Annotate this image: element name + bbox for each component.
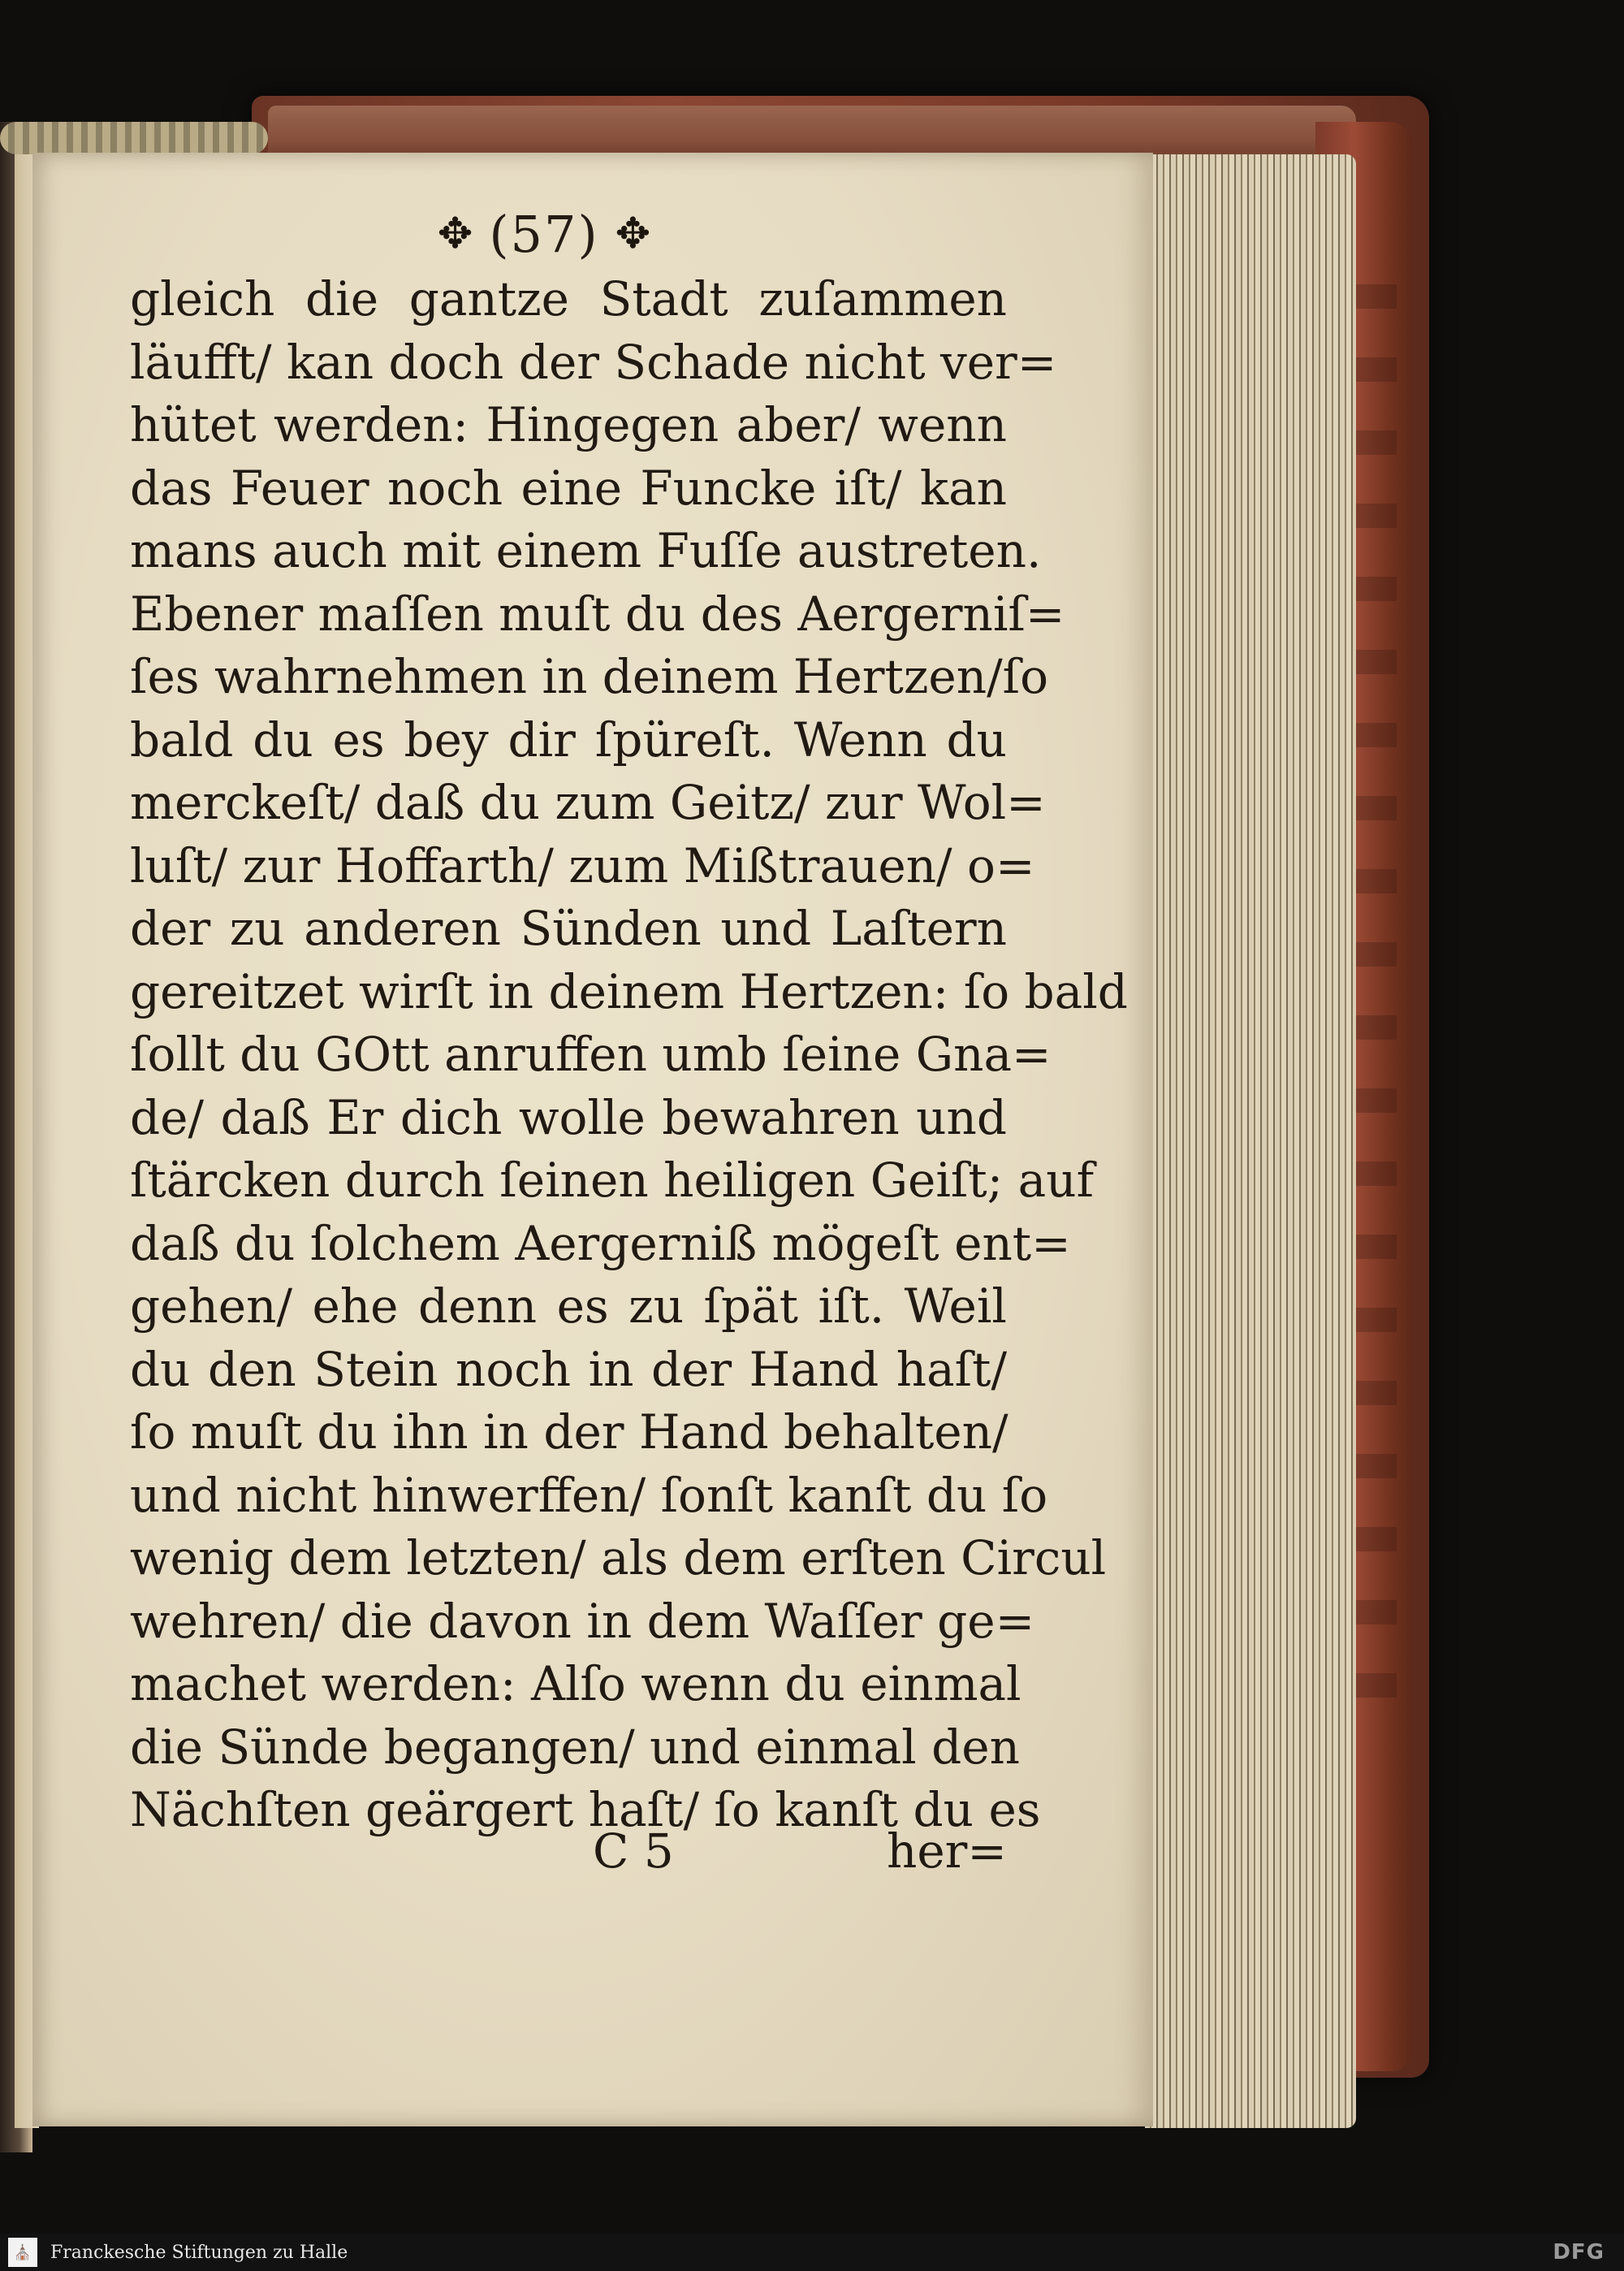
text-line: bald du es bey dir ſpüreſt. Wenn du	[130, 712, 1007, 768]
text-line: Nächſten geärgert haſt/ ſo kanſt du es	[130, 1782, 1041, 1837]
text-line: gleich die gantze Stadt zuſammen	[130, 271, 1007, 327]
page-stack-edge	[1145, 154, 1356, 2128]
text-line: mans auch mit einem Fuſſe austreten.	[130, 523, 1042, 578]
text-line: Ebener maſſen muſt du des Aergerniſ=	[130, 586, 1065, 642]
text-line: hütet werden: Hingegen aber/ wenn	[130, 397, 1007, 452]
text-line: daß du ſolchem Aergerniß mögeſt ent=	[130, 1215, 1071, 1271]
catchword: her=	[886, 1823, 1007, 1879]
header-ornament-right-icon: ✥	[615, 210, 651, 258]
text-line: luſt/ zur Hoffarth/ zum Mißtrauen/ o=	[130, 837, 1035, 893]
page-body-text	[130, 268, 1128, 1842]
text-line: de/ daß Er dich wolle bewahren und	[130, 1089, 1007, 1145]
text-line: merckeſt/ daß du zum Geitz/ zur Wol=	[130, 775, 1046, 830]
text-line: wehren/ die davon in dem Waſſer ge=	[130, 1593, 1035, 1649]
text-line: das Feuer noch eine Funcke iſt/ kan	[130, 460, 1007, 516]
text-line: die Sünde begangen/ und einmal den	[130, 1719, 1020, 1775]
institution-name: Franckesche Stiftungen zu Halle	[50, 2242, 348, 2263]
text-line: wenig dem letzten/ als dem erſten Circul	[130, 1530, 1107, 1585]
page-footer	[130, 1823, 1007, 1888]
signature-mark: C 5	[593, 1823, 674, 1879]
header-ornament-left-icon: ✥	[437, 210, 473, 258]
text-line: ſtärcken durch ſeinen heiligen Geiſt; auf	[130, 1153, 1095, 1208]
text-line: der zu anderen Sünden und Laſtern	[130, 901, 1007, 956]
text-line: ſollt du GOtt anruffen umb ſeine Gna=	[130, 1027, 1052, 1082]
text-line: gehen/ ehe denn es zu ſpät iſt. Weil	[130, 1278, 1007, 1334]
headband	[0, 122, 268, 154]
credit-bar	[0, 2234, 1624, 2271]
text-line: machet werden: Alſo wenn du einmal	[130, 1656, 1021, 1711]
page-number: (57)	[489, 204, 599, 264]
text-line: ſes wahrnehmen in deinem Hertzen/ſo	[130, 649, 1048, 704]
text-line: läufft/ kan doch der Schade nicht ver=	[130, 334, 1057, 390]
text-line: ſo muſt du ihn in der Hand behalten/	[130, 1404, 1009, 1460]
institution-logo-icon: ⛪	[8, 2238, 37, 2267]
running-header	[406, 201, 682, 266]
dfg-logo: DFG	[1553, 2240, 1605, 2265]
text-line: du den Stein noch in der Hand haſt/	[130, 1341, 1007, 1397]
text-line: gereitzet wirſt in deinem Hertzen: ſo bald	[130, 963, 1128, 1019]
text-line: und nicht hinwerffen/ ſonſt kanſt du ſo	[130, 1467, 1048, 1523]
